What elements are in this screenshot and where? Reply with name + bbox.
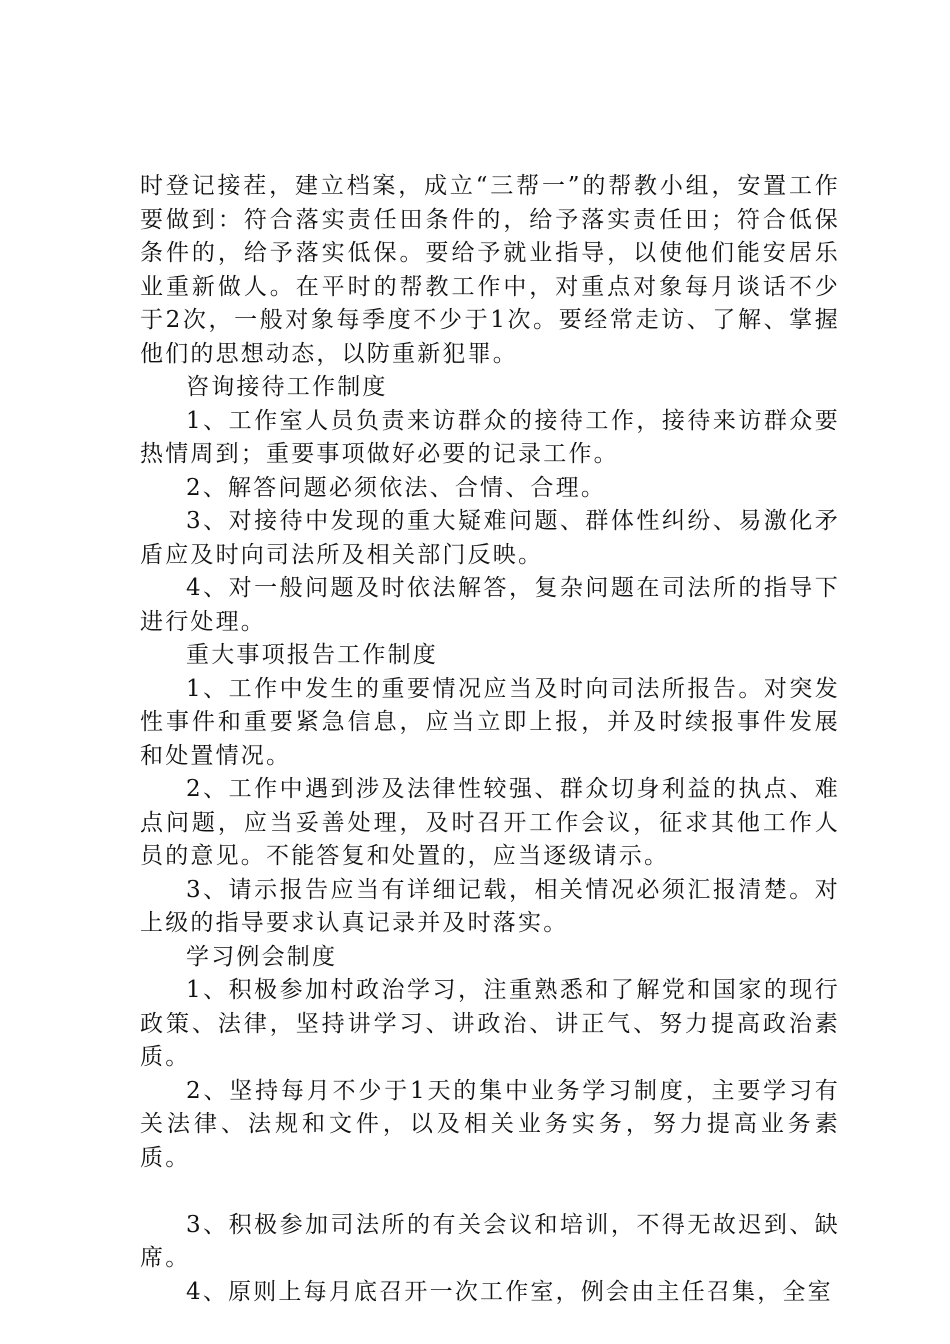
paragraph-continuation: 时登记接茬，建立档案，成立“三帮一”的帮教小组，安置工作要做到：符合落实责任田条件的，给予落实责任田；符合低保条件的，给予落实低保。要给予就业指导，以使他们能安居乐业重新做人。在平时的帮教工作中，对重点对象每月谈话不少于2次，一般对象每季度不少于1次。要经常走访、了解、掌握他们的思想动态，以防重新犯罪。	[140, 173, 840, 367]
paragraph-item: 4、原则上每月底召开一次工作室，例会由主任召集，全室	[186, 1278, 833, 1305]
paragraph-item: 3、对接待中发现的重大疑难问题、群体性纠纷、易激化矛盾应及时向司法所及相关部门反映。	[140, 508, 840, 568]
paragraph-item: 1、工作室人员负责来访群众的接待工作，接待来访群众要热情周到；重要事项做好必要的记录工作。	[140, 407, 840, 467]
paragraph-item: 3、积极参加司法所的有关会议和培训，不得无故迟到、缺席。	[140, 1211, 840, 1271]
paragraph-item: 1、积极参加村政治学习，注重熟悉和了解党和国家的现行政策、法律，坚持讲学习、讲政治、讲正气、努力提高政治素质。	[140, 977, 840, 1070]
paragraph-item: 2、解答问题必须依法、合情、合理。	[186, 474, 607, 501]
section-heading-consultation: 咨询接待工作制度	[186, 374, 388, 400]
blank-line	[140, 1175, 840, 1209]
paragraph-item: 3、请示报告应当有详细记载，相关情况必须汇报清楚。对上级的指导要求认真记录并及时落实。	[140, 876, 840, 936]
paragraph-item: 4、对一般问题及时依法解答，复杂问题在司法所的指导下进行处理。	[140, 575, 840, 635]
section-heading-major-reporting: 重大事项报告工作制度	[186, 642, 438, 668]
paragraph-item: 1、工作中发生的重要情况应当及时向司法所报告。对突发性事件和重要紧急信息，应当立即上报，并及时续报事件发展和处置情况。	[140, 675, 840, 769]
section-heading-study-meeting: 学习例会制度	[186, 943, 338, 970]
document-body	[140, 170, 840, 1309]
paragraph-item: 2、坚持每月不少于1天的集中业务学习制度，主要学习有关法律、法规和文件，以及相关业务实务，努力提高业务素质。	[140, 1077, 840, 1171]
paragraph-item: 2、工作中遇到涉及法律性较强、群众切身利益的执点、难点问题，应当妥善处理，及时召开工作会议，征求其他工作人员的意见。不能答复和处置的，应当逐级请示。	[140, 776, 840, 869]
